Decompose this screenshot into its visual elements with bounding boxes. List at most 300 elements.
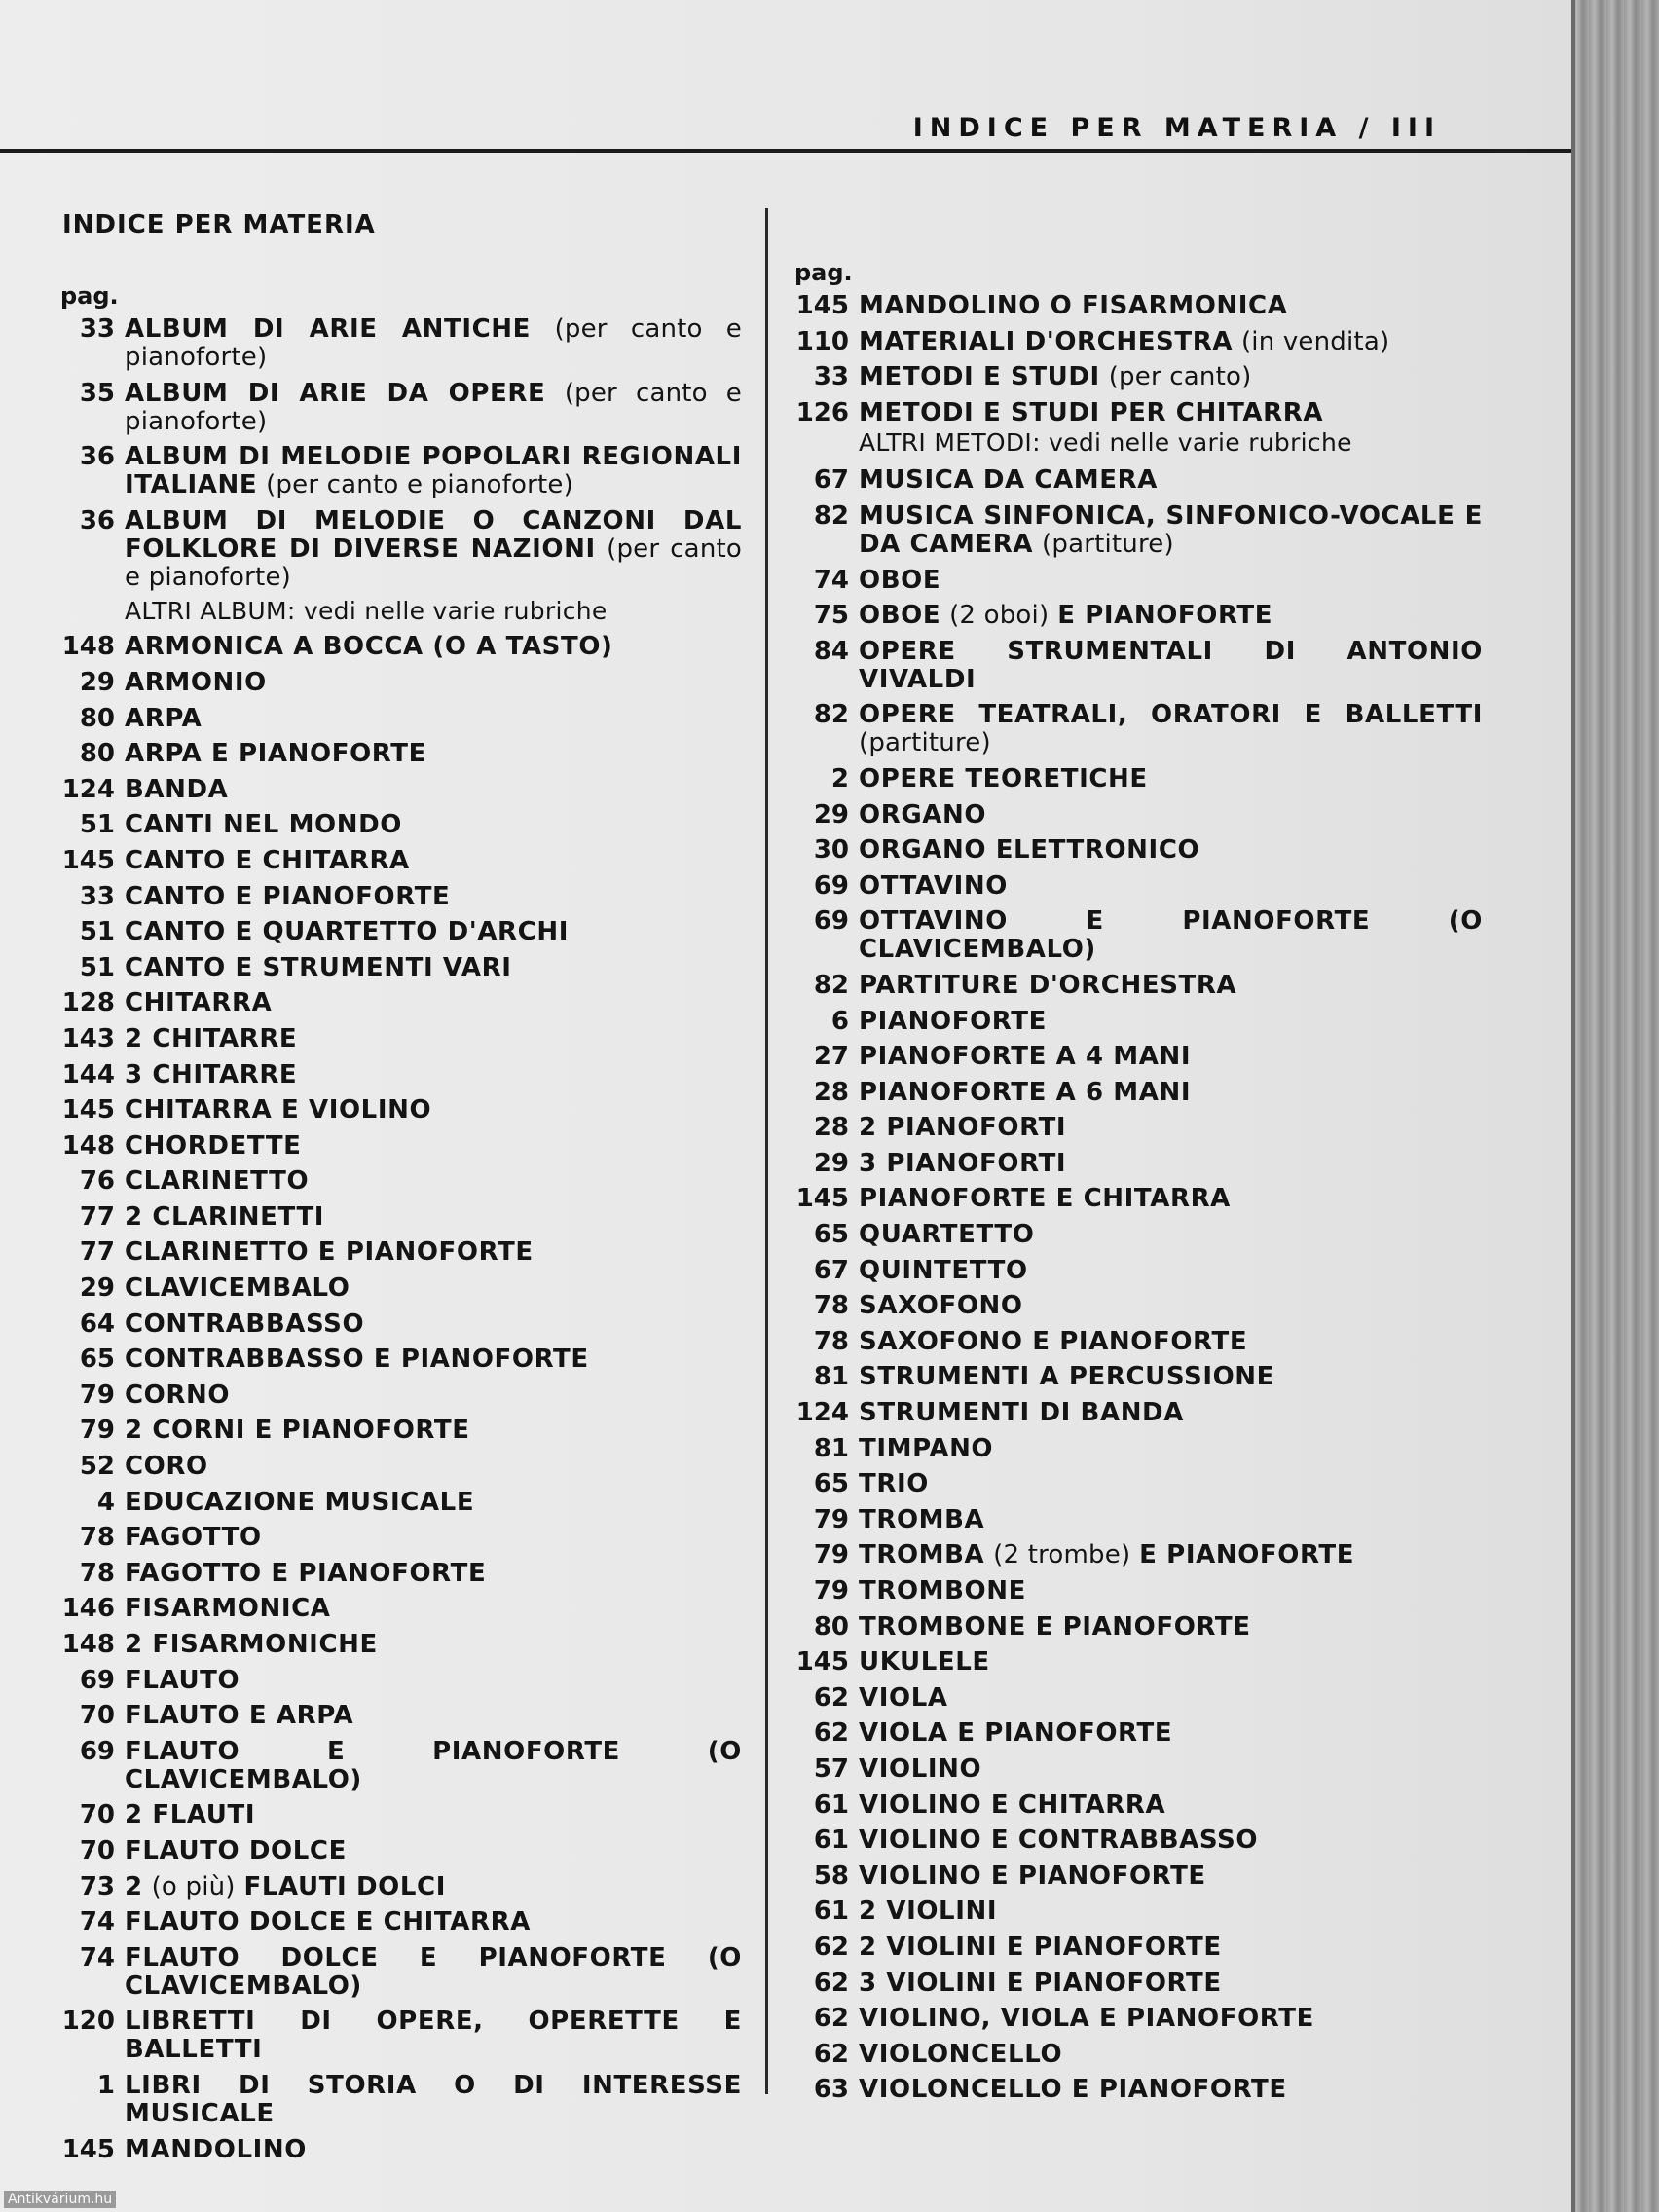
page-number: 62 (813, 1932, 849, 1962)
entry-subject: 2 FISARMONICHE (125, 1630, 378, 1659)
page-number: 148 (61, 1130, 115, 1161)
entry-text (849, 567, 1483, 595)
page-number: 79 (813, 1540, 849, 1570)
index-entry (789, 1826, 1483, 1855)
page-number: 78 (79, 1523, 115, 1553)
entry-text (849, 1363, 1483, 1391)
entry-qualifier: (o più) (151, 1871, 236, 1901)
entry-text (115, 1524, 742, 1552)
book-binding (1571, 0, 1659, 2212)
index-entry (789, 972, 1483, 1000)
entry-subject: ORGANO ELETTRONICO (859, 835, 1200, 866)
entry-subject: MANDOLINO (125, 2134, 307, 2164)
index-entry (55, 1346, 742, 1374)
entry-subject: SAXOFONO E PIANOFORTE (859, 1326, 1248, 1356)
page-number: 82 (813, 970, 849, 1000)
page-number: 36 (79, 442, 115, 472)
index-entry (55, 1631, 742, 1659)
page-number: 33 (813, 362, 849, 392)
entry-text (849, 2041, 1483, 2069)
entry-text (115, 2008, 742, 2064)
index-entry (789, 502, 1483, 559)
entry-subject: PIANOFORTE E CHITARRA (859, 1184, 1231, 1214)
entry-text (115, 507, 742, 592)
index-entry (789, 1648, 1483, 1677)
entry-text (849, 1613, 1483, 1641)
entry-text (849, 907, 1483, 964)
page-number: 74 (813, 565, 849, 595)
index-entry (789, 1862, 1483, 1891)
index-entry (55, 443, 742, 499)
page-number: 128 (61, 988, 115, 1018)
index-entry (789, 363, 1483, 391)
entry-text (115, 1346, 742, 1374)
index-entry (55, 1382, 742, 1410)
index-entry (789, 1541, 1483, 1569)
page-number: 51 (79, 810, 115, 840)
entry-subject-cont: FLAUTI DOLCI (243, 1871, 446, 1901)
page-number: 64 (79, 1309, 115, 1339)
page-number: 28 (813, 1077, 849, 1107)
index-entry (55, 315, 742, 372)
index-entry (55, 1595, 742, 1623)
entry-subject: 2 VIOLINI E PIANOFORTE (859, 1932, 1222, 1962)
entry-qualifier: (partiture) (859, 728, 991, 758)
entry-text (115, 1025, 742, 1053)
entry-subject: TROMBONE (859, 1576, 1026, 1605)
entry-subject: TIMPANO (859, 1433, 994, 1463)
entry-text (849, 466, 1483, 495)
index-entry (789, 836, 1483, 865)
page-number: 69 (813, 906, 849, 937)
index-entry (55, 669, 742, 697)
page-number: 145 (61, 1095, 115, 1125)
page-number: 61 (813, 1789, 849, 1820)
entry-subject: TROMBA (859, 1504, 985, 1534)
page-number: 57 (813, 1753, 849, 1784)
page-number: 70 (79, 1800, 115, 1830)
entry-subject: 2 CLARINETTI (125, 1201, 325, 1232)
page-number: 73 (79, 1871, 115, 1901)
entry-subject: CANTO E CHITARRA (125, 845, 410, 875)
entry-subject: CORNO (125, 1380, 231, 1410)
page-number: 51 (79, 917, 115, 947)
entry-subject: CANTO E QUARTETTO D'ARCHI (125, 917, 569, 947)
entry-text (849, 1755, 1483, 1784)
entry-subject: CLAVICEMBALO (125, 1273, 350, 1304)
entry-subject: OBOE (859, 565, 941, 595)
entry-subject: 3 CHITARRE (125, 1059, 298, 1089)
index-entry (789, 1399, 1483, 1427)
entry-subject: 2 VIOLINI (859, 1897, 998, 1927)
index-entry (55, 1203, 742, 1232)
page-number: 67 (813, 1255, 849, 1285)
index-entry (55, 705, 742, 733)
page-number: 33 (79, 314, 115, 344)
entry-text (849, 1970, 1483, 1998)
entry-text (849, 1292, 1483, 1320)
entry-text (849, 1719, 1483, 1748)
entry-subject: VIOLA E PIANOFORTE (859, 1718, 1173, 1749)
entry-text (849, 363, 1483, 391)
index-entry (789, 1114, 1483, 1142)
index-entry (789, 602, 1483, 630)
entry-subject: 2 CHITARRE (125, 1023, 298, 1053)
index-entry (789, 1506, 1483, 1534)
index-entry (789, 1363, 1483, 1391)
entry-text (115, 633, 742, 661)
entry-subject: FLAUTO E PIANOFORTE (O CLAVICEMBALO) (125, 1736, 742, 1794)
entry-subject: ORGANO (859, 799, 987, 830)
page-number: 69 (79, 1736, 115, 1766)
entry-subject: ALBUM DI MELODIE O CANZONI DAL FOLKLORE DI DIVERSE NAZIONI (125, 505, 742, 564)
page-number: 30 (813, 835, 849, 866)
entry-text (849, 1934, 1483, 1962)
page-number: 29 (813, 1148, 849, 1178)
index-entry (55, 1310, 742, 1339)
entry-text (115, 1489, 742, 1517)
entry-text (849, 1257, 1483, 1285)
entry-text (849, 292, 1483, 320)
page-number: 52 (79, 1452, 115, 1482)
index-entry (789, 872, 1483, 901)
index-entry (789, 2076, 1483, 2104)
index-entry (55, 2072, 742, 2128)
entry-text (115, 1167, 742, 1196)
page-number: 27 (813, 1042, 849, 1072)
entry-text (849, 1862, 1483, 1891)
left-entry-list (55, 315, 742, 2164)
entry-text (849, 1079, 1483, 1107)
entry-text (115, 1667, 742, 1695)
index-entry (789, 765, 1483, 793)
page-number: 74 (79, 1907, 115, 1937)
page-number: 51 (79, 952, 115, 982)
entry-subject: ARMONIO (125, 667, 267, 697)
left-column (55, 210, 742, 2171)
right-entry-list (789, 292, 1483, 2104)
entry-text (115, 918, 742, 946)
entry-text (849, 1328, 1483, 1356)
page-number: 61 (813, 1897, 849, 1927)
entry-subject: TROMBONE E PIANOFORTE (859, 1611, 1251, 1641)
entry-subject: FISARMONICA (125, 1594, 331, 1624)
entry-text (115, 2072, 742, 2128)
index-entry (789, 1470, 1483, 1498)
entry-subject: QUARTETTO (859, 1220, 1035, 1250)
entry-subject: VIOLA (859, 1682, 948, 1713)
entry-text (115, 1837, 742, 1865)
cross-reference-note: ALTRI ALBUM: vedi nelle varie rubriche (125, 597, 608, 626)
entry-subject: UKULELE (859, 1647, 990, 1677)
page-number: 79 (813, 1576, 849, 1605)
page-number: 145 (795, 291, 849, 320)
pag-label: pag. (794, 259, 853, 286)
entry-subject: TROMBA (859, 1540, 985, 1570)
index-entry (55, 740, 742, 768)
entry-text (849, 1043, 1483, 1071)
entry-subject: MANDOLINO O FISARMONICA (859, 291, 1288, 320)
index-entry (55, 1061, 742, 1089)
entry-subject: CORO (125, 1452, 208, 1482)
entry-text (849, 1898, 1483, 1926)
entry-text (849, 1221, 1483, 1249)
entry-subject: CLARINETTO (125, 1166, 310, 1197)
pag-label: pag. (60, 282, 119, 310)
page-number: 69 (813, 870, 849, 901)
page-number: 62 (813, 2039, 849, 2069)
entry-text (115, 1382, 742, 1410)
entry-text (115, 1132, 742, 1161)
column-divider (765, 208, 768, 2094)
page-number: 67 (813, 465, 849, 496)
index-entry (789, 701, 1483, 757)
index-entry (55, 2136, 742, 2164)
entry-text (115, 811, 742, 839)
index-entry (789, 328, 1483, 356)
index-entry (789, 2005, 1483, 2033)
entry-text (849, 1008, 1483, 1036)
page-number: 65 (813, 1220, 849, 1250)
entry-subject: METODI E STUDI PER CHITARRA (859, 397, 1324, 427)
page-number: 78 (813, 1291, 849, 1321)
index-entry (55, 1489, 742, 1517)
entry-subject: FLAUTO DOLCE (125, 1835, 347, 1865)
index-entry (55, 989, 742, 1017)
entry-subject: PIANOFORTE (859, 1006, 1047, 1036)
index-entry (55, 1274, 742, 1303)
entry-subject: STRUMENTI A PERCUSSIONE (859, 1362, 1275, 1392)
entry-text (115, 1908, 742, 1936)
page-number: 77 (79, 1237, 115, 1268)
entry-subject: CANTI NEL MONDO (125, 810, 402, 840)
entry-text (849, 1648, 1483, 1677)
entry-text (115, 1203, 742, 1232)
entry-subject: TRIO (859, 1469, 929, 1499)
page-number: 120 (61, 2007, 115, 2037)
entry-subject: ALBUM DI ARIE DA OPERE (125, 378, 546, 408)
page-number: 79 (813, 1504, 849, 1534)
entry-text (115, 1453, 742, 1481)
index-entry (55, 1873, 742, 1901)
entry-text (849, 765, 1483, 793)
section-title: INDICE PER MATERIA (62, 210, 376, 240)
index-entry (789, 1185, 1483, 1213)
entry-subject: CONTRABBASSO (125, 1309, 365, 1339)
index-entry (789, 801, 1483, 830)
entry-subject: ALBUM DI ARIE ANTICHE (125, 314, 532, 344)
page-number: 29 (79, 667, 115, 697)
page-number: 148 (61, 632, 115, 662)
index-entry (55, 380, 742, 436)
index-entry (55, 1238, 742, 1267)
entry-qualifier: (per canto e pianoforte) (125, 314, 742, 372)
entry-text (849, 1399, 1483, 1427)
entry-subject: FLAUTO DOLCE E CHITARRA (125, 1907, 531, 1937)
entry-text (115, 315, 742, 372)
page-number: 69 (79, 1665, 115, 1695)
index-entry (789, 1079, 1483, 1107)
entry-subject: QUINTETTO (859, 1255, 1028, 1285)
page-number: 65 (813, 1469, 849, 1499)
index-entry (789, 567, 1483, 595)
entry-text (115, 669, 742, 697)
index-entry (789, 1719, 1483, 1748)
entry-subject: SAXOFONO (859, 1291, 1023, 1321)
page-number: 110 (795, 326, 849, 356)
entry-subject: CANTO E PIANOFORTE (125, 881, 451, 911)
entry-text (849, 1185, 1483, 1213)
entry-text (115, 847, 742, 875)
entry-text (849, 602, 1483, 630)
page-number: 78 (79, 1558, 115, 1588)
index-entry (789, 1791, 1483, 1820)
page-number: 70 (79, 1835, 115, 1865)
entry-text (115, 989, 742, 1017)
entry-subject: OBOE (859, 601, 941, 631)
entry-subject: OPERE TEORETICHE (859, 763, 1148, 793)
entry-subject: FAGOTTO (125, 1523, 262, 1553)
page-number: 80 (813, 1611, 849, 1641)
entry-subject: 3 PIANOFORTI (859, 1148, 1067, 1178)
entry-text (849, 328, 1483, 356)
entry-subject: LIBRI DI STORIA O DI INTERESSE MUSICALE (125, 2070, 742, 2128)
entry-text (849, 872, 1483, 901)
entry-subject: CANTO E STRUMENTI VARI (125, 952, 512, 982)
page-number: 36 (79, 505, 115, 535)
entry-text (849, 1470, 1483, 1498)
index-entry (789, 1257, 1483, 1285)
index-entry (789, 1292, 1483, 1320)
index-entry (789, 1150, 1483, 1178)
entry-subject: MUSICA DA CAMERA (859, 465, 1158, 496)
entry-subject: BANDA (125, 774, 229, 804)
entry-subject: VIOLONCELLO (859, 2039, 1063, 2069)
index-entry (55, 1944, 742, 2001)
entry-qualifier: (2 trombe) (993, 1540, 1131, 1570)
page-number: 2 (830, 763, 849, 793)
entry-subject: VIOLINO E PIANOFORTE (859, 1861, 1206, 1891)
entry-subject: OPERE STRUMENTALI DI ANTONIO VIVALDI (859, 636, 1483, 694)
entry-text (115, 1310, 742, 1339)
page-number: 80 (79, 739, 115, 769)
entry-subject: VIOLINO, VIOLA E PIANOFORTE (859, 2004, 1314, 2034)
entry-qualifier: (2 oboi) (949, 601, 1050, 631)
index-entry (55, 2008, 742, 2064)
index-entry (55, 507, 742, 592)
entry-text (115, 1801, 742, 1829)
entry-subject: MATERIALI D'ORCHESTRA (859, 326, 1234, 356)
index-entry (55, 633, 742, 661)
entry-text (849, 836, 1483, 865)
index-entry (55, 1524, 742, 1552)
page-edge (1571, 0, 1575, 2212)
entry-subject: CHORDETTE (125, 1130, 302, 1161)
entry-subject: PARTITURE D'ORCHESTRA (859, 970, 1237, 1000)
entry-text (115, 2136, 742, 2164)
page-number: 29 (813, 799, 849, 830)
entry-subject: 3 VIOLINI E PIANOFORTE (859, 1968, 1222, 1998)
index-entry (55, 776, 742, 804)
index-entry (789, 1435, 1483, 1463)
index-entry (789, 1934, 1483, 1962)
entry-qualifier: (partiture) (1042, 529, 1174, 559)
index-entry (789, 292, 1483, 320)
entry-subject: 2 FLAUTI (125, 1800, 256, 1830)
entry-text (115, 1096, 742, 1124)
running-head: INDICE PER MATERIA / III (912, 113, 1441, 143)
entry-text (849, 1114, 1483, 1142)
index-entry (789, 1043, 1483, 1071)
entry-subject: STRUMENTI DI BANDA (859, 1398, 1184, 1428)
entry-subject: ALBUM DI MELODIE POPOLARI REGIONALI ITALIANE (125, 442, 742, 500)
page-number: 82 (813, 700, 849, 730)
entry-subject: VIOLINO (859, 1753, 982, 1784)
page-number: 81 (813, 1433, 849, 1463)
page-number: 28 (813, 1113, 849, 1143)
index-entry (55, 954, 742, 982)
cross-reference-note: ALTRI METODI: vedi nelle varie rubriche (859, 428, 1352, 458)
entry-subject: VIOLINO E CONTRABBASSO (859, 1825, 1259, 1856)
entry-text (849, 1435, 1483, 1463)
entry-text (115, 1417, 742, 1445)
index-entry (789, 1577, 1483, 1605)
page-number: 75 (813, 601, 849, 631)
entry-subject: VIOLINO E CHITARRA (859, 1789, 1166, 1820)
page-number: 29 (79, 1273, 115, 1304)
entry-text (115, 1061, 742, 1089)
entry-subject: CHITARRA (125, 988, 273, 1018)
page-number: 146 (61, 1594, 115, 1624)
watermark: Antikvárium.hu (4, 2191, 116, 2208)
entry-text (115, 443, 742, 499)
entry-subject: CLARINETTO E PIANOFORTE (125, 1237, 534, 1268)
entry-text (849, 1791, 1483, 1820)
page-number: 35 (79, 378, 115, 408)
index-entry (789, 1898, 1483, 1926)
entry-text (115, 1944, 742, 2001)
entry-qualifier: (in vendita) (1240, 326, 1390, 356)
index-entry (55, 1132, 742, 1161)
page-number: 145 (795, 1184, 849, 1214)
entry-subject: ARPA (125, 703, 203, 733)
entry-subject: OPERE TEATRALI, ORATORI E BALLETTI (859, 700, 1483, 730)
entry-text (115, 1631, 742, 1659)
index-entry (55, 883, 742, 911)
index-entry (55, 1453, 742, 1481)
entry-subject: ARMONICA A BOCCA (O A TASTO) (125, 632, 613, 662)
entry-subject: VIOLONCELLO E PIANOFORTE (859, 2075, 1287, 2105)
entry-text (849, 2005, 1483, 2033)
entry-text (115, 776, 742, 804)
entry-text (849, 638, 1483, 694)
page-number: 61 (813, 1825, 849, 1856)
entry-qualifier: (per canto) (1108, 362, 1252, 392)
page-number: 145 (795, 1647, 849, 1677)
page-number: 62 (813, 1682, 849, 1713)
entry-text (849, 701, 1483, 757)
entry-qualifier: (per canto e pianoforte) (125, 534, 742, 592)
entry-subject: 2 (125, 1871, 143, 1901)
entry-subject: EDUCAZIONE MUSICALE (125, 1487, 475, 1517)
index-entry (55, 1167, 742, 1196)
index-entry (789, 399, 1483, 427)
page-number: 145 (61, 2134, 115, 2164)
entry-text (849, 1150, 1483, 1178)
index-entry (789, 1221, 1483, 1249)
index-entry (789, 907, 1483, 964)
page-number: 124 (61, 774, 115, 804)
